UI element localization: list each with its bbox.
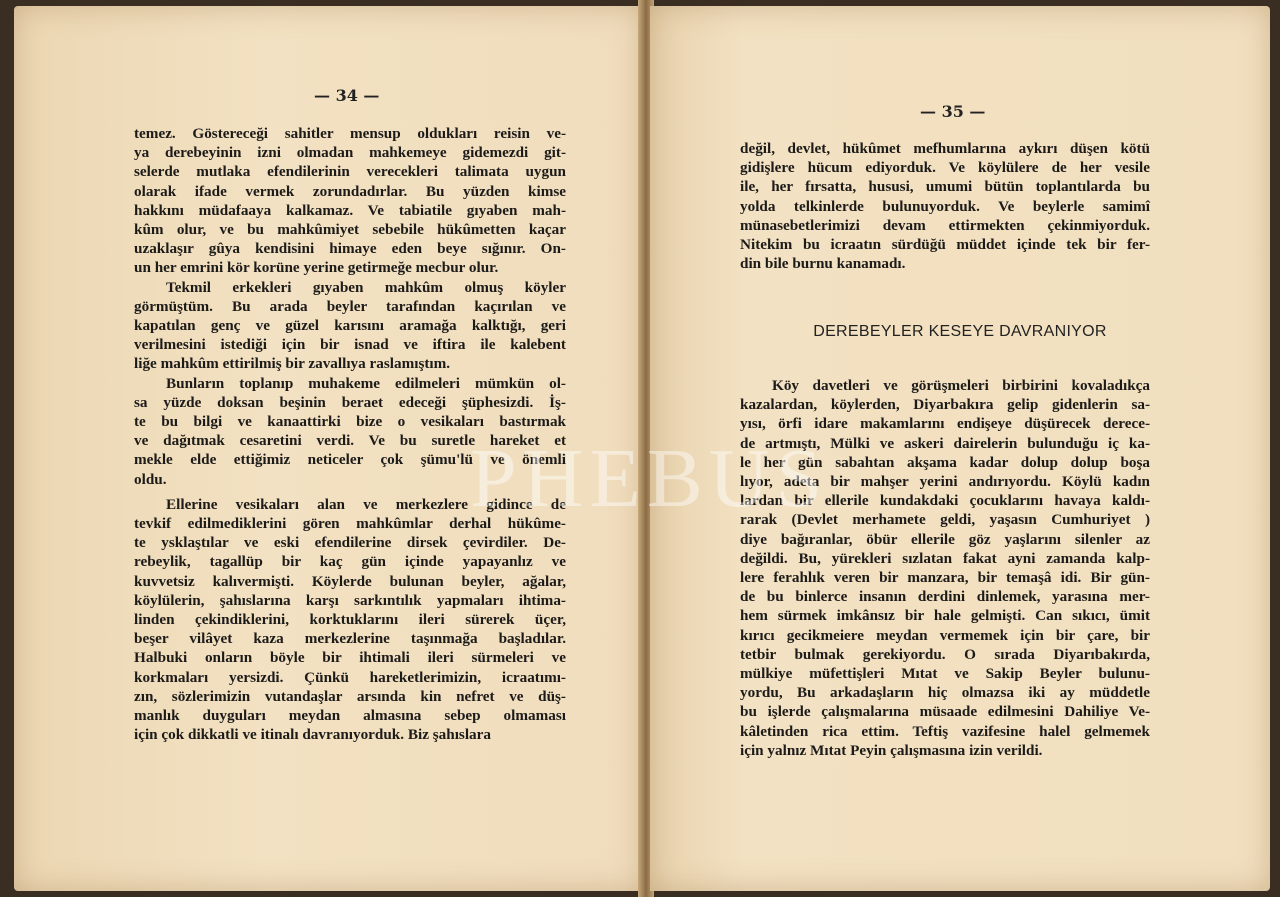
text-line: tevkif edilmediklerini gören mahkûmlar derhal hükûme- (134, 515, 566, 533)
text-line: hem sürmek imkânsız bir hale gelmişti. Can sıkıcı, ümit (740, 607, 1150, 625)
text-line: köylülerin, şahıslarına karşı sarkıntılık yapmaları ihtima- (134, 591, 566, 609)
text-line: kazalardan, köylerden, Diyarbakıra gelip gidenlerin sa- (740, 396, 1150, 414)
text-line: olarak ifade vermek zorundadırlar. Bu yüzden kimse (134, 182, 566, 200)
text-line: beşer vilâyet kaza merkezlerine taşınmağa başladılar. (134, 630, 566, 648)
text-line: rarak (Devlet merhamete geldi, yaşasın Cumhuriyet ) (740, 511, 1150, 529)
text-line: için yalnız Mıtat Peyin çalışmasına izin verildi. (740, 741, 1043, 759)
text-line: rebeylik, tagallüp bir kaç gün içinde yapayanlız ve (134, 553, 566, 571)
text-line: mülkiye müfettişleri Mıtat ve Sakip Beyler bulunu- (740, 665, 1150, 683)
text-line: Halbuki onların böyle bir ihtimali ileri sürmeleri ve (134, 649, 566, 667)
text-line: zın, sözlerimizin vutandaşlar arsında kin nefret ve düş- (134, 687, 566, 705)
text-line: Bunların toplanıp muhakeme edilmeleri mümkün ol- (166, 374, 566, 392)
watermark: PHEBUS (470, 432, 829, 525)
text-line: ya derebeyinin izni olmadan mahkemeye gidemezdi git- (134, 144, 566, 162)
text-line: Nitekim bu icraatın sürdüğü müddet içinde tek bir fer- (740, 236, 1150, 254)
page-number-right: — 35 — (920, 102, 986, 121)
text-line: görmüştüm. Bu arada beyler tarafından kaçırılan ve (134, 297, 566, 315)
text-line: gidişlere hücum ediyorduk. Ve köylülere de her vesile (740, 159, 1150, 177)
text-line: ile, her fırsatta, hususi, umumi bütün toplantılarda bu (740, 178, 1150, 196)
text-line: kırıcı gecikmeiere meydan vermemek için bir çare, bir (740, 626, 1150, 644)
text-line: ve dağıtmak cesaretini verdi. Ve bu suretle hareket et (134, 432, 566, 450)
text-line: Ellerine vesikaları alan ve merkezlere gidince de (166, 495, 566, 513)
text-line: diye bağıranlar, öbür ellerile göz yaşlarını silenler az (740, 530, 1150, 548)
text-line: le her gün sabahtan akşama kadar dolup dolup boşa (740, 453, 1150, 471)
text-line: oldu. (134, 470, 167, 488)
text-line: yolda telkinlerde bulunuyorduk. Ve beylerle samimî (740, 197, 1150, 215)
text-line: yısı, örfi idare makamlarını endişeye düşürecek derece- (740, 415, 1150, 433)
text-line: de bu binlerce insanın derdini dinlemek, yarasına mer- (740, 588, 1150, 606)
text-line: liğe mahkûm ettirilmiş bir zavallıya raslamıştım. (134, 355, 451, 373)
text-line: de artmıştı, Mülki ve askeri dairelerin bulunduğu iç ka- (740, 434, 1150, 452)
text-line: mekle elde ettiğimiz neticeler çok şümu'lü ve önemli (134, 451, 566, 469)
text-line: lıyor, adeta bir mahşer yerini andırıyordu. Köylü kadın (740, 473, 1150, 491)
right-page-top-text (740, 139, 1150, 273)
text-line: değil, devlet, hükûmet mefhumlarına aykırı düşen kötü (740, 140, 1150, 157)
text-line: temez. Göstereceği sahitler mensup oldukları reisin ve- (134, 125, 566, 142)
text-line: verilmesini istediği için bir isnad ve iftira ile kalebent (134, 336, 566, 354)
text-line: linden çekindiklerini, korktuklarını ileri sürerek üçer, (134, 611, 566, 629)
text-line: lere ferahlık veren bir manzara, bir temaşâ idi. Bir gün- (740, 569, 1150, 587)
text-line: uzaklaşır gûya kendisini himaye eden beye sığınır. On- (134, 240, 566, 258)
section-heading: DEREBEYLER KESEYE DAVRANIYOR (813, 323, 1107, 340)
text-line: selerde mutlaka efendilerinin verecekleri talimata uygun (134, 163, 566, 181)
text-line: bu işlerde çalışmalarına müsaade edilmesini Dahiliye Ve- (740, 703, 1150, 721)
text-line: Köy davetleri ve görüşmeleri birbirini kovaladıkça (772, 377, 1150, 394)
text-line: te bu bilgi ve kanaattirki bize o vesikaları bastırmak (134, 413, 566, 431)
text-line: münasebetlerimizi devam ettirmekten çekinmiyorduk. (740, 216, 1150, 234)
text-line: kapatılan genç ve güzel karısını aramağa kalktığı, geri (134, 317, 566, 335)
text-line: Tekmil erkekleri gıyaben mahkûm olmuş köyler (166, 278, 566, 296)
text-line: hakkını müdafaaya kalkamaz. Ve tabiatile gıyaben mah- (134, 201, 566, 219)
text-line: un her emrini kör korüne yerine getirmeğe mecbur olur. (134, 259, 499, 277)
text-line: din bile burnu kanamadı. (740, 255, 906, 273)
text-line: lardan bir ellerile kundakdaki çocuklarını havaya kaldı- (740, 492, 1150, 510)
text-line: için çok dikkatli ve itinalı davranıyorduk. Biz şahıslara (134, 726, 491, 744)
text-line: korkmaları yersizdi. Çünkü hareketlerimizin, icraatımı- (134, 668, 566, 686)
text-line: yordu, Bu arkadaşların hiç olmazsa iki ay müddetle (740, 684, 1150, 702)
text-line: sa yüzde doksan beşinin beraet edeceği şüphesizdi. İş- (134, 393, 566, 411)
text-line: kûm olur, ve bu mahkûmiyet sebebile hükûmetten kaçar (134, 221, 566, 239)
text-line: kuvvetsiz kalıvermişti. Köylerde bulunan beyler, ağalar, (134, 572, 566, 590)
text-line: kâletinden rica ettim. Teftiş vazifesine halel gelmemek (740, 722, 1150, 740)
text-line: manlık duyguları meydan almasına sebep olmaması (134, 707, 566, 725)
text-line: te ysklaştılar ve eski efendilerine dirsek çevirdiler. De- (134, 534, 566, 552)
text-line: tetbir bulmak gerekiyordu. O sırada Diyarıbakırda, (740, 645, 1150, 663)
text-line: değildi. Bu, yürekleri sızlatan fakat ayni zamanda kalp- (740, 549, 1150, 567)
page-number-left: — 34 — (314, 86, 380, 105)
